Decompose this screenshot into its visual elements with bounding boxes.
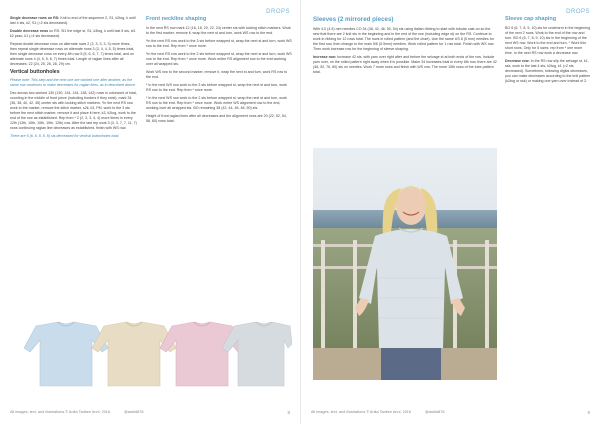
section-heading: Sleeve cap shaping [505,16,557,22]
paragraph: Single decrease rows on RS: Knit to end of the sequence 2, S1, k2tog, k until last 4 sts, k2, S1 (=2 sts decreased). [10,16,136,25]
copyright-text: All images, text, and illustrations © Anita Tadbee Anni, 2016 [311,410,412,414]
social-handle: @astrid878 [425,410,445,414]
brand-logo: DROPS [566,9,590,15]
page-number: 8 [287,410,290,415]
social-handle: @astrid878 [124,410,144,414]
paragraph: BO 6 (6, 7, 8, 9, 10) sts for underarm in the beginning of the next 2 rows. Work to the end of the row and turn. BO 6 (6, 7, 8, 9, 10) sts in the beginning of the next WS row. Work to the end and turn. * Work this short rows. Only for 5 sizes: rep from * one more time. In the next RS row work a decrease row. [505,26,591,55]
paragraph: In the next RS row mark 12 (16, 18, 20, 22, 24) center sts with locking stitch markers. Work to the first marker, remove it, wrap the next st and turn, work WS row to the end. [146,26,291,35]
paragraph: * In the next WS row work to the 2 sts before wrapped st, wrap the next st and turn, work RS row to the end. Rep from * once more. Work entire WS alignment row to the end, working over all wrapped sts. BO remaining 38 (42, 44, 46, 48, 50) sts. [146,96,287,110]
section-heading: Front neckline shaping [146,16,207,22]
page-footer [10,410,290,415]
note-text: There are 6 (6, 6, 8, 8, 8) sts decreased for vertical buttonholes total. [10,134,120,138]
right-column-1 [313,16,497,78]
paragraph: Double decrease rows on RS: Sl1 the edge st, S1, k3tog, k until last 5 sts, sl1 k2 psso, k1 (=4 sts decreased). [10,29,136,38]
page-number: 9 [587,410,590,415]
paragraph: Height of front raglan lines after all decreases and the alignment rows are 20 (22, 52, 54, 56, 60) rows total. [146,114,287,123]
sweater-beige-image [92,322,176,386]
left-column-2 [146,16,292,127]
paragraph: Decrease row: In the RS row slip the selvage st, k1, ssk, work to the last 4 sts, k2tog, k1 (=2 sts decreased). Sometimes, following digital decreases, you can make decreases according to the knit pattern (k2tog or ssk) or making one yarn over instead of 2. [505,59,591,83]
sweater-grey-image [222,322,292,386]
paragraph: * In the next WS row work to the 3 sts before wrapped st, wrap the next st and turn, work RS row to the end. Rep from * once more. [146,83,287,92]
paragraph: Repeat double decrease rows on alternate rows 2 (3, 3, 3, 3, 3) more times, then repeat single decrease rows on alternate rows 3 (3, 4, 4, 5, 5) times total, then single decrease rows on every 4th row 5 (5, 6, 6, 7, 7) times total, and on alternate rows 4 (4, 5, 5, 6, 7) times total. Length of raglan lines after all decreases: 22 (24, 25, 26, 28, 29) cm. [10,42,135,66]
paragraph: Work WS row to the second marker, remove it, wrap the next st and turn, work RS row to the end. [146,70,288,79]
paragraph: Dec across two worked 130 (130, 134, 134, 138, 142) rows in colorwork of total, counting in the middle of front piece (including borders if they exist), mark 34 (36, 38, 40, 42, 45) center sts with locking stitch markers. *In the next RS row work to the marker, remove the stitch marker, s2k, k3, PM, work to the 3 sts before the next stitch marker, remove it and place it here, k3, k2tog, work to the end of the row as established. Rep from * 2 (2, 3, 3, 4, 4) more times in every 12th (12th, 10th, 10th, 10th, 12th) row. After the last rep work 3 (3, 3, 7, 7, 11, 7) rows continuing raglan line decreases as established, finish with WS row. [10,91,138,130]
right-column-2 [505,16,591,87]
model-photo [313,148,497,380]
section-heading: Vertical buttonholes [10,69,60,75]
page-footer [311,410,590,415]
note-text: Please note: This step and the next one are worked one after another, as the same row continues to make decreases for raglan lines, as in described above. [10,78,136,87]
paragraph: With 4.0 (4.5) mm needles CO 34 (38, 42, 46, 50, 54) sts using Italian ribbing to start with tubular cast-on so the sew that there are 2 knit sts in the beginning and in the end of the row (including edge st) on the RS. Continue to work in ribbing for 12 rows total. The rows in rolled pattern (and the chart). Use the same US 8 (5 mm) needles for the first row, then change to the main 5/6 (5.5mm) needles. Work rolled pattern for 1 row total. Finish with WS row. Then work increase row for the beginning of sleeve shaping. [313,27,495,51]
paragraph: *In the next RS row work to the 3 sts before wrapped st, wrap the next st and turn, work WS row to the end. Rep from * once more. [146,39,292,48]
paragraph: *In the next RS row work to the 2 sts before wrapped st, wrap the next st and turn, work WS row to the end. Rep from * once more. Work entire RS alignment row to the end working over all wrapped sts. [146,52,292,66]
section-heading: Sleeves (2 mirrored pieces) [313,16,394,23]
copyright-text: All images, text, and illustrations © Anita Tadbee Anni, 2016 [10,410,111,414]
left-column-1 [10,16,138,142]
right-page [300,0,600,424]
paragraph: Increase row: Increase 42 sts, with yarn over right after and before the selvage st at both ends of the row. Include yarn over, on the rolled pattern right away when it is possible. Make 34 increases total in every 8th row, there are 42 (46, 52, 76, 60) sts on needles. Work 7 more rows and finish with WS row. The more 10th rows of the tube pattern total. [313,55,497,74]
brand-logo: DROPS [266,9,290,15]
sweater-photos [8,318,292,390]
sweater-blue-image [24,322,108,386]
